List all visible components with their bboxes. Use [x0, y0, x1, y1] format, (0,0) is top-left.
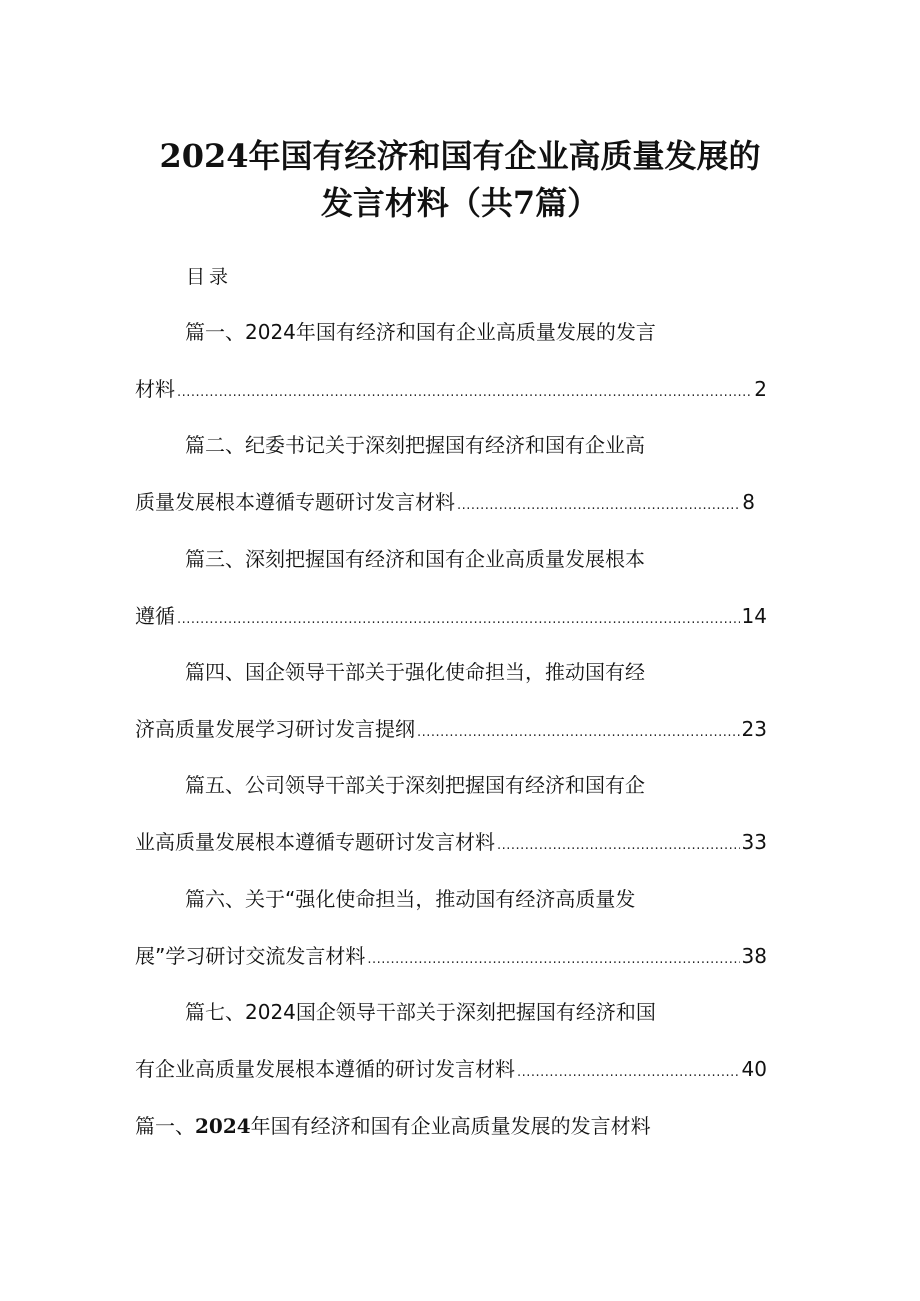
- toc-entry-title-cont: 有企业高质量发展根本遵循的研讨发言材料: [135, 1057, 515, 1081]
- toc-entry-title: 篇五、公司领导干部关于深刻把握国有经济和国有企: [185, 773, 645, 797]
- toc-page-number: 40: [741, 1057, 767, 1081]
- section-heading-text: 年国有经济和国有企业高质量发展的发言材料: [250, 1114, 651, 1138]
- toc-entry-title-cont: 材料: [135, 377, 175, 401]
- toc-entry-continuation: [135, 827, 767, 857]
- toc-entry-title: 篇七、2024国企领导干部关于深刻把握国有经济和国: [185, 1000, 656, 1024]
- document-title-line-1: 2024年国有经济和国有企业高质量发展的: [159, 137, 761, 175]
- document-title-line-2: 发言材料（共7篇）: [320, 184, 600, 222]
- toc-entry-title-cont: 展”学习研讨交流发言材料: [135, 944, 366, 968]
- toc-dot-leader: [177, 378, 752, 408]
- toc-dot-leader: [367, 945, 739, 975]
- toc-entry-title: 篇二、纪委书记关于深刻把握国有经济和国有企业高: [185, 433, 645, 457]
- toc-page-number: 8: [742, 490, 755, 514]
- toc-entry-continuation: [135, 714, 767, 744]
- toc-dot-leader: [417, 718, 740, 748]
- toc-entry-continuation: [135, 601, 767, 631]
- toc-dot-leader: [517, 1058, 740, 1088]
- toc-entry-title-cont: 质量发展根本遵循专题研讨发言材料: [135, 490, 455, 514]
- toc-entry-title-cont: 遵循: [135, 604, 175, 628]
- toc-entry-continuation: [135, 1054, 767, 1084]
- section-heading: [135, 1111, 651, 1141]
- toc-page-number: 23: [741, 717, 767, 741]
- toc-dot-leader: [177, 605, 740, 635]
- toc-label: 目录: [186, 266, 233, 288]
- section-heading-prefix: 篇一、: [135, 1114, 195, 1138]
- toc-page-number: 14: [741, 604, 767, 628]
- toc-dot-leader: [457, 491, 740, 521]
- toc-entry-title: 篇三、深刻把握国有经济和国有企业高质量发展根本: [185, 547, 645, 571]
- toc-page-number: 2: [754, 377, 767, 401]
- section-heading-year: 2024: [195, 1114, 251, 1138]
- toc-entry-title-cont: 业高质量发展根本遵循专题研讨发言材料: [135, 830, 495, 854]
- toc-entry-continuation: [135, 941, 767, 971]
- toc-entry-continuation: [135, 374, 767, 404]
- toc-entry-title: 篇六、关于“强化使命担当，推动国有经济高质量发: [185, 887, 636, 911]
- toc-page-number: 33: [741, 830, 767, 854]
- toc-page-number: 38: [741, 944, 767, 968]
- toc-entry-title: 篇一、2024年国有经济和国有企业高质量发展的发言: [185, 320, 656, 344]
- toc-entry-continuation: [135, 487, 755, 517]
- toc-dot-leader: [497, 831, 740, 861]
- toc-entry-title: 篇四、国企领导干部关于强化使命担当，推动国有经: [185, 660, 645, 684]
- toc-entry-title-cont: 济高质量发展学习研讨发言提纲: [135, 717, 415, 741]
